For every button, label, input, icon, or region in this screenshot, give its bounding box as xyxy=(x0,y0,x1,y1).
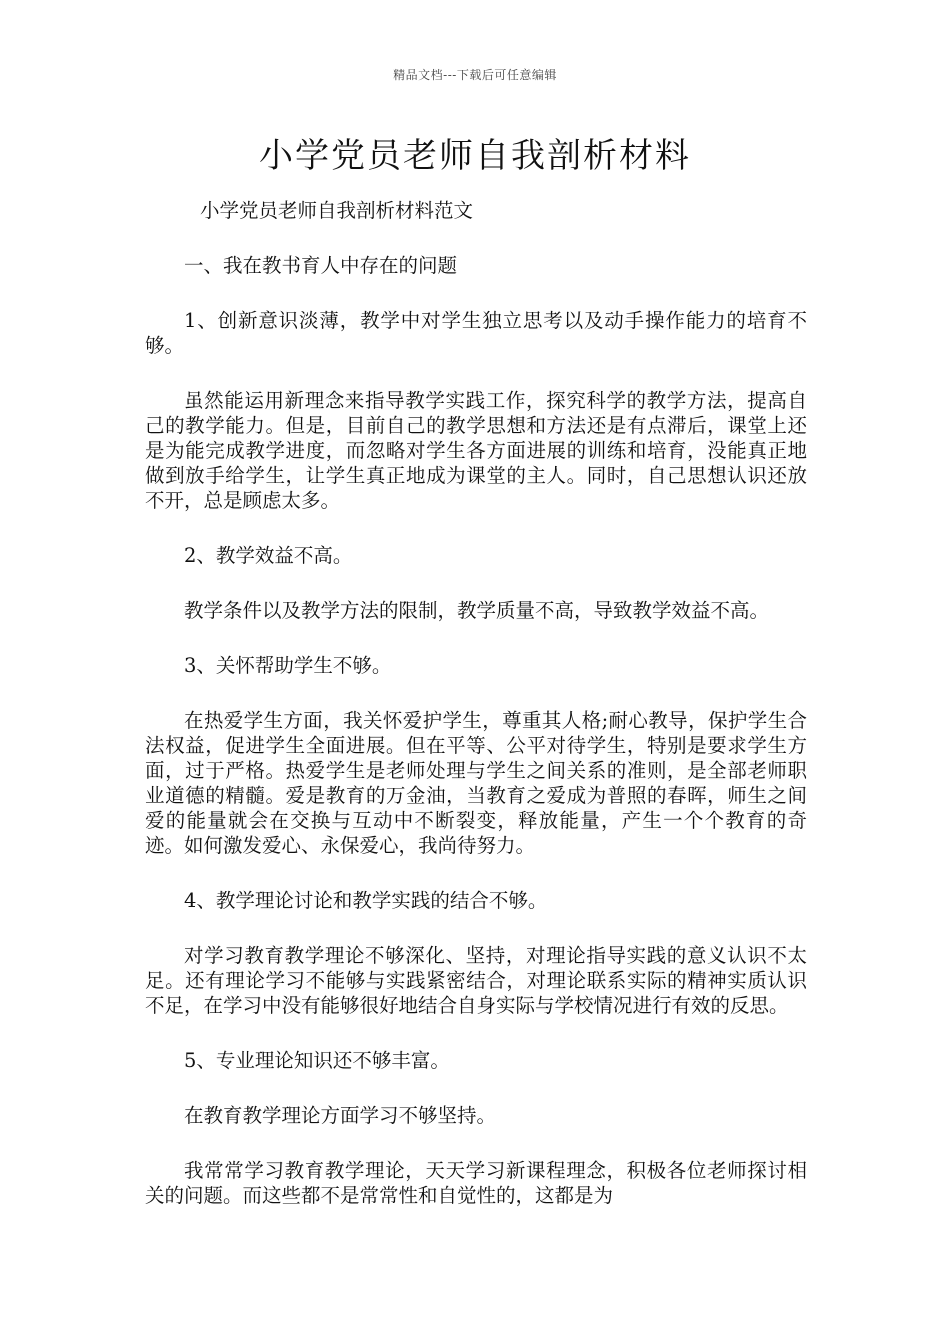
document-title: 小学党员老师自我剖析材料 xyxy=(259,136,691,176)
document-body xyxy=(145,198,807,1238)
body-paragraph: 对学习教育教学理论不够深化、坚持，对理论指导实践的意义认识不太足。还有理论学习不能够与实践紧密结合，对理论联系实际的精神实质认识不足，在学习中没有能够很好地结合自身实际与学校情况进行有效的反思。 xyxy=(145,944,807,1017)
issue-heading: 2、教学效益不高。 xyxy=(184,544,353,567)
section-heading: 一、我在教书育人中存在的问题 xyxy=(184,254,458,277)
body-paragraph: 虽然能运用新理念来指导教学实践工作，探究科学的教学方法，提高自己的教学能力。但是，目前自己的教学思想和方法还是有点滞后，课堂上还是为能完成教学进度，而忽略对学生各方面进展的训练和培育，没能真正地做到放手给学生，让学生真正地成为课堂的主人。同时，自己思想认识还放不开，总是顾虑太多。 xyxy=(145,389,807,512)
issue-heading: 3、关怀帮助学生不够。 xyxy=(184,654,392,677)
issue-heading: 5、专业理论知识还不够丰富。 xyxy=(184,1049,450,1072)
body-paragraph: 我常常学习教育教学理论，天天学习新课程理念，积极各位老师探讨相关的问题。而这些都不是常常性和自觉性的，这都是为 xyxy=(145,1159,807,1207)
body-paragraph: 在热爱学生方面，我关怀爱护学生，尊重其人格;耐心教导，保护学生合法权益，促进学生全面进展。但在平等、公平对待学生，特别是要求学生方面，过于严格。热爱学生是老师处理与学生之间关系的准则，是全部老师职业道德的精髓。爱是教育的万金油，当教育之爱成为普照的春晖，师生之间爱的能量就会在交换与互动中不断裂变，释放能量，产生一个个教育的奇迹。如何激发爱心、永保爱心，我尚待努力。 xyxy=(145,709,807,857)
header-note: 精品文档---下载后可任意编辑 xyxy=(393,68,557,82)
body-paragraph: 在教育教学理论方面学习不够坚持。 xyxy=(184,1104,497,1127)
issue-heading: 4、教学理论讨论和教学实践的结合不够。 xyxy=(184,889,548,912)
document-subtitle: 小学党员老师自我剖析材料范文 xyxy=(200,199,474,222)
body-paragraph: 教学条件以及教学方法的限制，教学质量不高，导致教学效益不高。 xyxy=(184,599,770,622)
issue-heading: 1、创新意识淡薄，教学中对学生独立思考以及动手操作能力的培育不够。 xyxy=(145,309,807,357)
